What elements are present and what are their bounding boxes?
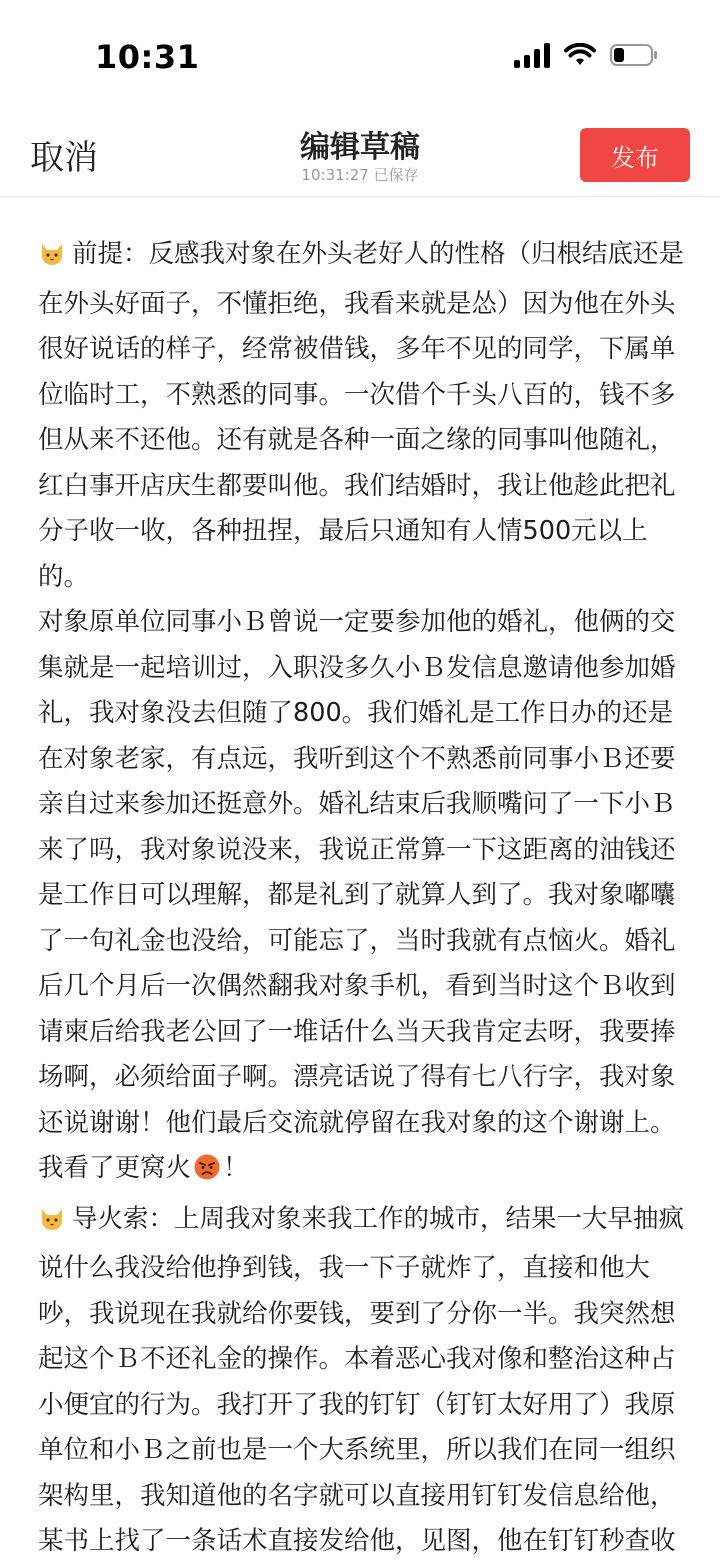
battery-icon xyxy=(610,43,658,67)
status-bar xyxy=(0,0,720,110)
cat-emoji-icon xyxy=(38,1201,66,1247)
paragraph-text: 对象原单位同事小Ｂ曾说一定要参加他的婚礼，他俩的交集就是一起培训过，入职没多久小Ｂ发信息邀请他参加婚礼，我对象没去但随了800。我们婚礼是工作日办的还是在对象老家，有点远，我听到这个不熟悉前同事小Ｂ还要亲自过来参加还挺意外。婚礼结束后我顺嘴问了一下小Ｂ来了吗，我对象说没来，我说正常算一下这距离的油钱还是工作日可以理解，都是礼到了就算人到了。我对象嘟囔了一句礼金也没给，可能忘了，当时我就有点恼火。婚礼后几个月后一次偶然翻我对象手机，看到当时这个Ｂ收到请柬后给我老公回了一堆话什么当天我肯定去呀，我要捧场啊，必须给面子啊。漂亮话说了得有七八行字，我对象还说谢谢！他们最后交流就停留在我对象的这个谢谢上。我看了更窝火 xyxy=(38,607,676,1183)
angry-face-emoji-icon xyxy=(193,1151,221,1197)
status-icons xyxy=(514,42,658,68)
paragraph-trigger xyxy=(38,1197,686,1565)
save-status: 10:31:27 已保存 xyxy=(301,166,419,184)
cancel-button[interactable]: 取消 xyxy=(30,138,98,178)
paragraph-story xyxy=(38,600,686,1197)
paragraph-text: 前提：反感我对象在外头老好人的性格（归根结底还是在外头好面子，不懂拒绝，我看来就是怂）因为他在外头很好说话的样子，经常被借钱，多年不见的同学，下属单位临时工，不熟悉的同事。一次借个千头八百的，钱不多但从来不还他。还有就是各种一面之缘的同事叫他随礼，红白事开店庆生都要叫他。我们结婚时，我让他趁此把礼分子收一收，各种扭捏，最后只通知有人情500元以上的。 xyxy=(38,239,685,592)
publish-button[interactable]: 发布 xyxy=(580,128,690,182)
paragraph-text: 导火索：上周我对象来我工作的城市，结果一大早抽疯说什么我没给他挣到钱，我一下子就炸了，直接和他大吵，我说现在我就给你要钱，要到了分你一半。我突然想起这个Ｂ不还礼金的操作。本着恶心我对像和整治这种占小便宜的行为。我打开了我的钉钉（钉钉太好用了）我原单位和小Ｂ之前也是一个大系统里，所以我们在同一组织架构里，我知道他的名字就可以直接用钉钉发信息给他，某书上找了一条话术直接发给他，见图，他在钉钉秒查收 xyxy=(38,1203,685,1556)
paragraph-premise xyxy=(38,232,686,600)
status-time: 10:31 xyxy=(95,38,200,76)
paragraph-tail: ！ xyxy=(223,1153,249,1183)
wifi-icon xyxy=(564,43,596,67)
draft-editor[interactable] xyxy=(38,232,686,1565)
cellular-signal-icon xyxy=(514,42,550,68)
page-title: 编辑草稿 xyxy=(300,130,420,165)
cat-emoji-icon xyxy=(38,236,66,282)
nav-bar xyxy=(0,110,720,197)
